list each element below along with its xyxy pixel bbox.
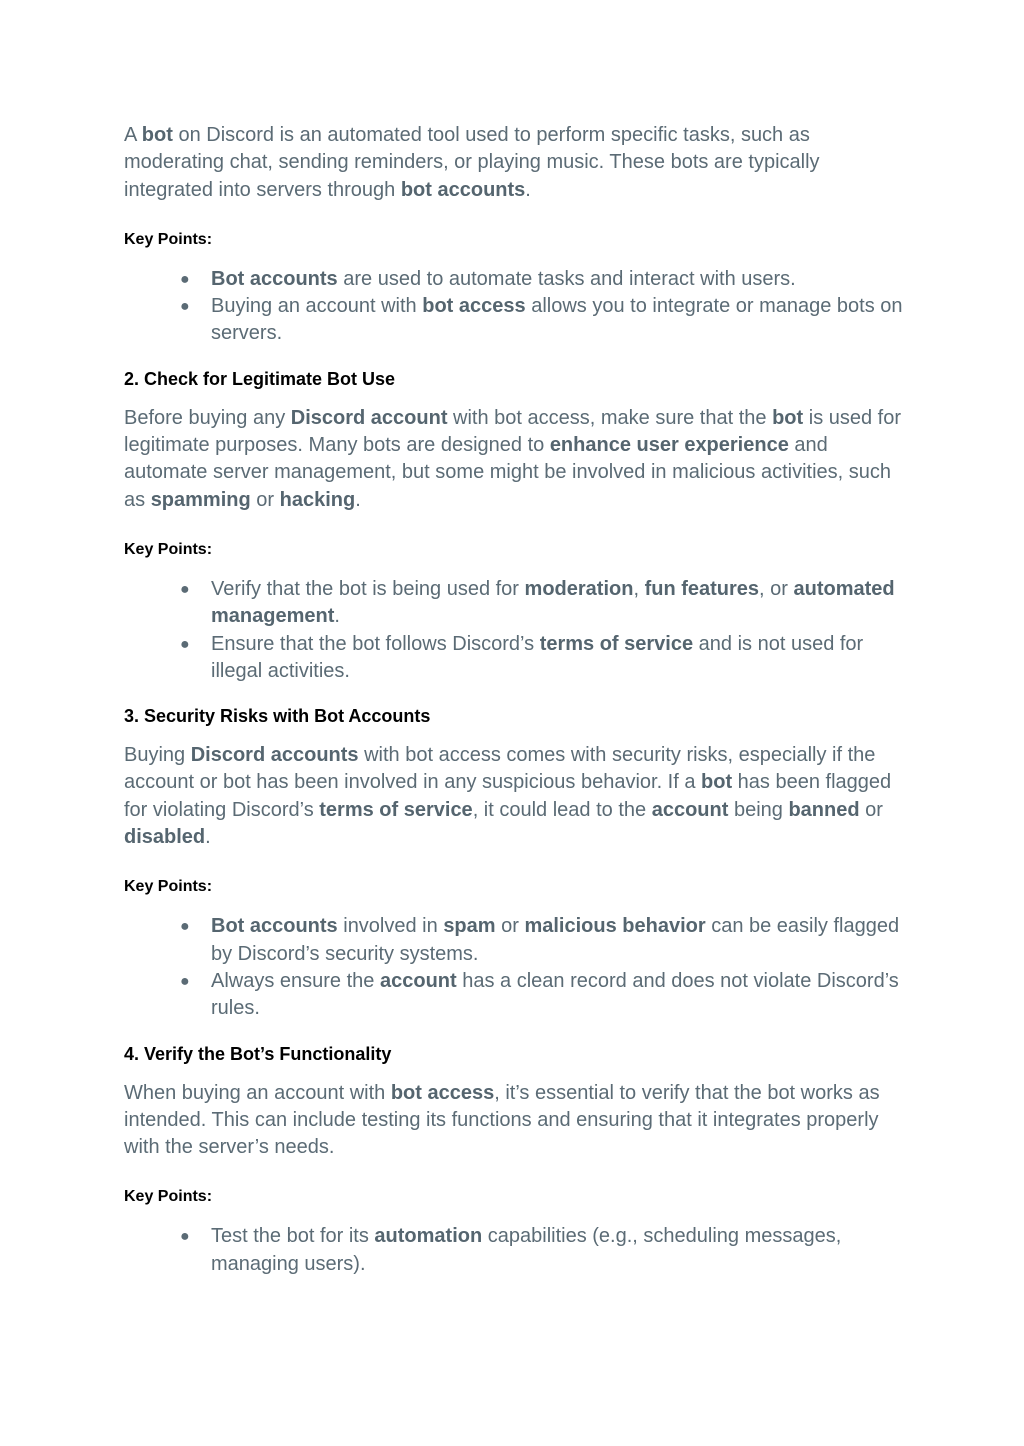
bold-run: Discord account bbox=[290, 406, 448, 429]
bold-run: bot bbox=[141, 124, 173, 146]
section-bullet-list bbox=[124, 1223, 914, 1278]
bold-run: account bbox=[651, 798, 729, 821]
bold-run: disabled bbox=[124, 826, 206, 849]
bold-run: bot access bbox=[422, 295, 526, 318]
text-run: with bot access comes with security risks, especially if the account or bot has been involved in any suspicious behavior. If a bbox=[124, 744, 876, 794]
bullet-icon: ● bbox=[180, 918, 190, 936]
text-run: and is not used for illegal activities. bbox=[211, 632, 864, 682]
bold-run: terms of service bbox=[539, 632, 694, 655]
bold-run: spamming bbox=[150, 488, 251, 511]
text-run: allows you to integrate or manage bots on servers. bbox=[211, 295, 903, 345]
text-run: Verify that the bot is being used for bbox=[211, 577, 525, 600]
bold-run: Bot accounts bbox=[211, 267, 338, 290]
text-run: , it could lead to the bbox=[472, 798, 652, 821]
text-run: can be easily flagged by Discord’s security systems. bbox=[211, 915, 900, 965]
key-points-label: Key Points: bbox=[124, 878, 213, 896]
bold-run: Bot accounts bbox=[211, 915, 338, 938]
text-run: Before buying any bbox=[124, 406, 291, 429]
text-run: . bbox=[355, 488, 361, 511]
bold-run: Discord accounts bbox=[190, 744, 359, 767]
section-heading: 4. Verify the Bot’s Functionality bbox=[124, 1043, 392, 1064]
section-bullet-list bbox=[124, 913, 914, 1022]
bold-run: account bbox=[379, 969, 457, 992]
intro-paragraph bbox=[124, 122, 914, 204]
text-run: Ensure that the bot follows Discord’s bbox=[211, 632, 540, 655]
bold-run: hacking bbox=[279, 488, 356, 511]
text-run: Buying bbox=[124, 744, 191, 767]
text-run: capabilities (e.g., scheduling messages, managing users). bbox=[211, 1225, 842, 1275]
key-points-label: Key Points: bbox=[124, 230, 213, 248]
text-run: on Discord is an automated tool used to perform specific tasks, such as moderating chat, sending reminders, or playing music. These bots are typically integrated into servers through bbox=[124, 124, 820, 201]
list-item bbox=[180, 1223, 914, 1278]
text-run: Test the bot for its bbox=[211, 1225, 375, 1248]
list-item bbox=[180, 913, 914, 968]
document-page bbox=[124, 122, 914, 1278]
bullet-icon: ● bbox=[180, 270, 190, 288]
text-run: has been flagged for violating Discord’s bbox=[124, 771, 892, 821]
bullet-icon: ● bbox=[180, 972, 190, 990]
text-run: with bot access, make sure that the bbox=[447, 406, 773, 429]
bold-run: moderation bbox=[524, 577, 634, 600]
bullet-icon: ● bbox=[180, 635, 190, 653]
list-item bbox=[180, 266, 914, 293]
list-item bbox=[180, 293, 914, 348]
text-run: A bbox=[124, 124, 142, 146]
text-run: Buying an account with bbox=[211, 295, 423, 318]
text-run: are used to automate tasks and interact with users. bbox=[337, 267, 796, 290]
bold-run: automation bbox=[374, 1225, 483, 1248]
bold-run: automated management bbox=[211, 577, 895, 628]
text-run: is used for legitimate purposes. Many bots are designed to bbox=[124, 406, 902, 457]
text-run: or bbox=[859, 798, 883, 821]
text-run: or bbox=[250, 488, 280, 511]
section-heading: 2. Check for Legitimate Bot Use bbox=[124, 368, 396, 389]
text-run: . bbox=[205, 826, 211, 849]
bold-run: bot access bbox=[390, 1081, 495, 1104]
text-run: , it’s essential to verify that the bot works as intended. This can include testing its functions and ensuring that it integrates properly with the server’s needs. bbox=[124, 1081, 880, 1159]
text-run: or bbox=[495, 915, 525, 938]
bold-run: fun features bbox=[644, 577, 760, 600]
text-run: , bbox=[633, 577, 645, 600]
key-points-label: Key Points: bbox=[124, 1188, 213, 1206]
section-bullet-list bbox=[124, 576, 914, 685]
section-paragraph bbox=[124, 1080, 914, 1162]
text-run: and automate server management, but some might be involved in malicious activities, such as bbox=[124, 434, 892, 511]
bullet-icon: ● bbox=[180, 580, 190, 598]
bold-run: bot bbox=[701, 771, 733, 794]
bold-run: bot accounts bbox=[400, 178, 526, 201]
bold-run: banned bbox=[788, 798, 860, 821]
text-run: . bbox=[334, 605, 340, 628]
bold-run: malicious behavior bbox=[524, 915, 706, 938]
list-item bbox=[180, 968, 914, 1023]
section-paragraph bbox=[124, 742, 914, 851]
bold-run: enhance user experience bbox=[549, 434, 789, 457]
key-points-label: Key Points: bbox=[124, 540, 213, 558]
list-item bbox=[180, 576, 914, 631]
bold-run: terms of service bbox=[319, 798, 473, 821]
section-heading: 3. Security Risks with Bot Accounts bbox=[124, 706, 431, 727]
text-run: Always ensure the bbox=[211, 969, 380, 992]
list-item bbox=[180, 631, 914, 686]
bullet-icon: ● bbox=[180, 1228, 190, 1246]
text-run: being bbox=[728, 798, 789, 821]
text-run: When buying an account with bbox=[124, 1081, 391, 1104]
text-run: has a clean record and does not violate Discord’s rules. bbox=[211, 969, 899, 1020]
text-run: , or bbox=[759, 577, 794, 600]
text-run: involved in bbox=[337, 915, 444, 938]
section-paragraph bbox=[124, 405, 914, 514]
bold-run: spam bbox=[443, 915, 496, 938]
bullet-icon: ● bbox=[180, 298, 190, 316]
bold-run: bot bbox=[772, 406, 804, 429]
intro-bullet-list bbox=[124, 266, 914, 348]
text-run: . bbox=[525, 178, 531, 201]
